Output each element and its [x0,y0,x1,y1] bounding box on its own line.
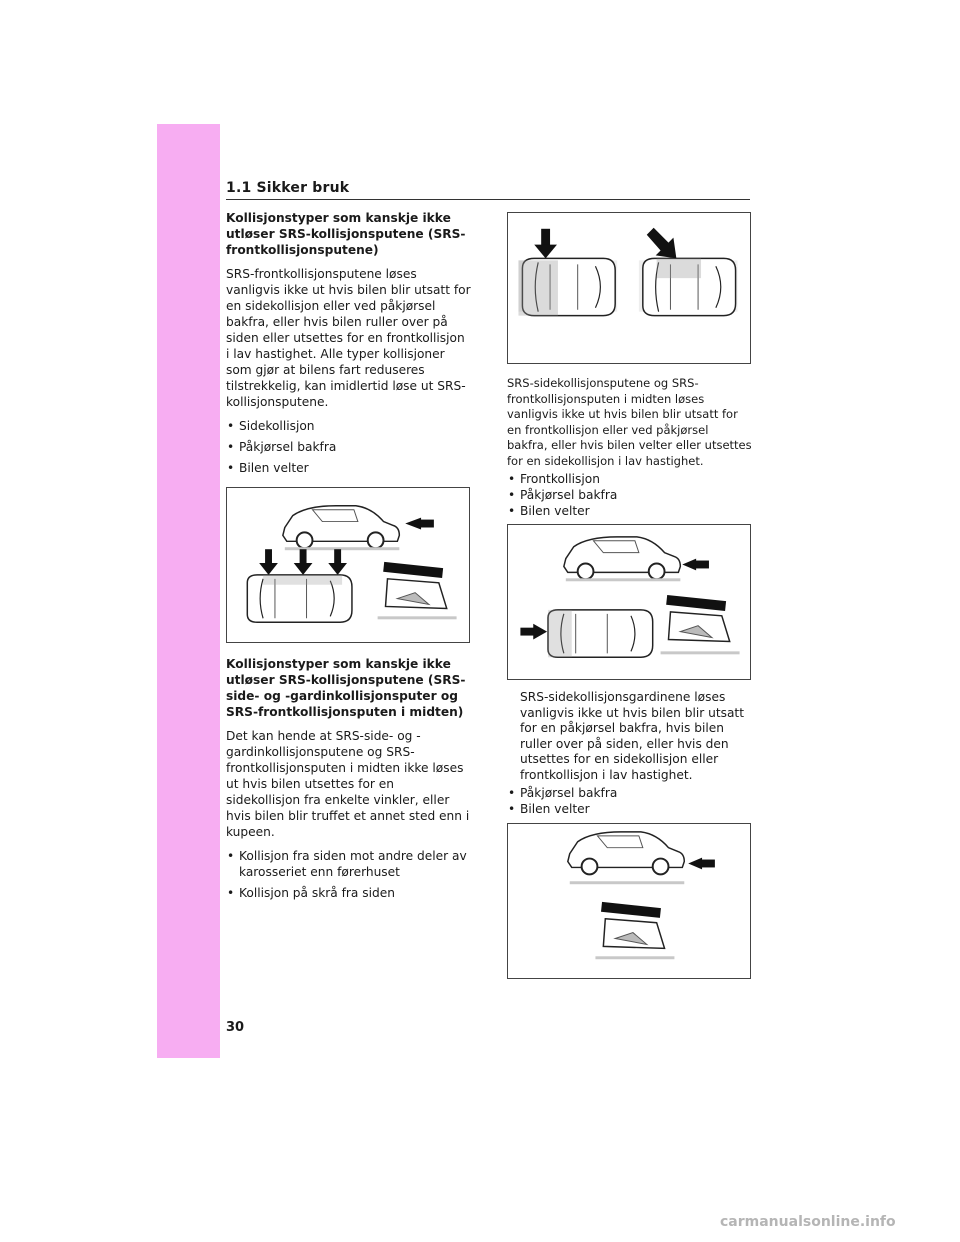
figure-side-impact-angles [507,212,751,364]
overturned-car-icon [378,562,457,619]
illustration-collision-types [227,488,469,642]
overturned-car-icon [595,902,674,959]
paragraph-curtain-airbags: SRS-sidekollisjonsgardinene løses vanligvis ikke ut hvis bilen blir utsatt for en påkjørsel bakfra, hvis bilen ruller over på siden, eller hvis den utsettes for en sidekollisjon eller frontkollisjon i lav hastighet. [520,690,744,782]
bullet-list-front-airbags [226,418,471,476]
watermark: carmanualsonline.info [720,1214,896,1230]
overturned-car-icon [661,595,740,654]
arrow-left-icon [682,559,709,571]
left-column [226,210,471,481]
page-number: 30 [226,1020,245,1035]
car-side-view-icon [564,537,680,581]
section-title: 1.1 Sikker bruk [226,180,350,196]
list-item: • Bilen velter [226,460,471,476]
right-column [507,376,752,519]
right-column-lower [507,690,752,817]
paragraph-front-airbags: SRS-frontkollisjonsputene løses vanligvis ikke ut hvis bilen blir utsatt for en sidekollisjon eller ved påkjørsel bakfra, eller hvis bilen ruller over på siden eller utsettes for en frontkollisjon i lav hastighet. Alle typer kollisjoner som gjør at bilens fart reduseres tilstrekkelig, kan imidlertid løse ut SRS-kollisjonsputene. [226,267,471,409]
list-item: • Sidekollisjon [226,418,471,434]
car-top-view-icon [518,258,617,315]
arrow-down-icon [259,549,347,575]
figure-side-center-collisions [507,524,751,680]
bullet-list-side-curtain [226,848,471,901]
car-top-view-icon [639,258,738,315]
illustration-collision-types [508,824,750,978]
chapter-color-band [157,124,220,1058]
car-top-view-icon [247,575,352,622]
bullet-list-side-center [507,471,752,519]
list-item: • Kollisjon fra siden mot andre deler av karosseriet enn førerhuset [226,848,471,880]
list-item: • Påkjørsel bakfra [226,439,471,455]
heading-side-curtain-airbags: Kollisjonstyper som kanskje ikke utløser SRS-kollisjonsputene (SRS-side- og -gardinkollisjonsputer og SRS-frontkollisjonsputen i midten) [226,657,466,719]
arrow-left-icon [688,858,715,870]
car-top-view-icon [548,610,653,657]
arrow-left-icon [405,518,434,530]
list-item: • Kollisjon på skrå fra siden [226,885,471,901]
car-side-view-icon [568,832,684,884]
paragraph-side-curtain-airbags: Det kan hende at SRS-side- og -gardinkollisjonsputene og SRS-frontkollisjonsputen i midten ikke løses ut hvis bilen utsettes for en sidekollisjon fra enkelte vinkler, eller hvis bilen blir truffet et annet sted enn i kupeen. [226,729,470,839]
arrow-right-icon [520,624,547,640]
list-item: • Frontkollisjon [507,471,752,487]
figure-curtain-collisions [507,823,751,979]
car-side-view-icon [283,506,399,550]
list-item: • Påkjørsel bakfra [507,487,752,503]
illustration-collision-types [508,525,750,679]
left-column-lower [226,656,471,906]
arrow-down-icon [534,229,557,259]
arrow-diagonal-icon [647,228,677,259]
heading-front-airbags: Kollisjonstyper som kanskje ikke utløser SRS-kollisjonsputene (SRS-frontkollisjonsputene) [226,211,466,257]
list-item: • Bilen velter [507,503,752,519]
bullet-list-curtain [507,785,752,817]
list-item: • Påkjørsel bakfra [507,785,752,801]
title-divider [226,199,750,200]
illustration-car-top-views [508,213,750,363]
figure-front-airbag-collisions [226,487,470,643]
list-item: • Bilen velter [507,801,752,817]
paragraph-side-center-airbags: SRS-sidekollisjonsputene og SRS-frontkollisjonsputen i midten løses vanligvis ikke ut hvis bilen blir utsatt for en frontkollisjon eller ved påkjørsel bakfra, eller hvis bilen velter eller utsettes for en sidekollisjon i lav hastighet. [507,376,752,468]
